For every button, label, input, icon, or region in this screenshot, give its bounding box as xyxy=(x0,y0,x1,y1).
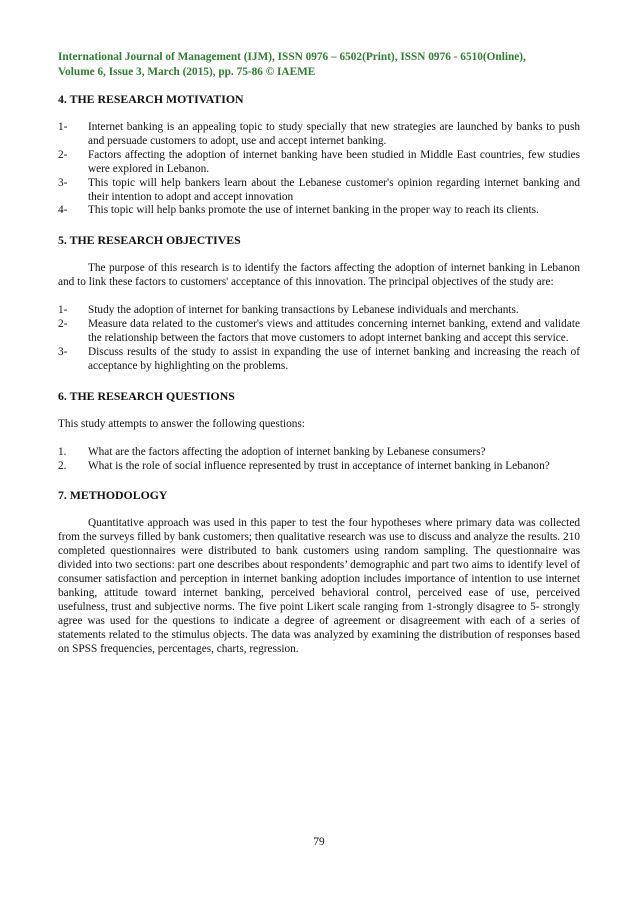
list-item-number: 3- xyxy=(58,345,68,358)
list-item-number: 1. xyxy=(58,445,67,458)
list-item xyxy=(58,318,580,346)
list-item xyxy=(58,460,580,474)
motivation-list xyxy=(58,121,580,218)
list-item-text: What are the factors affecting the adoption of internet banking by Lebanese consumers? xyxy=(88,445,486,458)
list-item-number: 1- xyxy=(58,304,68,317)
questions-intro: This study attempts to answer the following questions: xyxy=(58,417,305,430)
list-item xyxy=(58,346,580,374)
section-heading-methodology: 7. METHODOLOGY xyxy=(58,488,168,503)
list-item-text: Internet banking is an appealing topic to study specially that new strategies are launched by banks to push and persuade customers to adopt, use and accept internet banking. xyxy=(88,121,580,147)
list-item xyxy=(58,446,580,460)
main-content xyxy=(58,91,580,656)
list-item-text: What is the role of social influence represented by trust in acceptance of internet banking in Lebanon? xyxy=(88,459,550,472)
list-item-number: 2- xyxy=(58,318,68,331)
list-item-text: Study the adoption of internet for banking transactions by Lebanese individuals and merchants. xyxy=(88,304,519,317)
list-item-number: 2- xyxy=(58,148,68,161)
objectives-list xyxy=(58,304,580,374)
list-item xyxy=(58,304,580,318)
list-item-text: This topic will help bankers learn about the Lebanese customer's opinion regarding internet banking and their intention to adopt and accept innovation xyxy=(88,176,580,203)
journal-header-line1: International Journal of Management (IJM), ISSN 0976 – 6502(Print), ISSN 0976 - 6510(Online), xyxy=(58,51,526,63)
methodology-body: Quantitative approach was used in this paper to test the four hypotheses where primary data was collected from the surveys filled by bank customers; then qualitative research was use to discuss and analyze the results. 210 completed questionnaires were distributed to bank customers using random sampling. The questionnaire was divided into two sections: part one describes about respondents’ demographic and part two aims to identify level of consumer satisfaction and perception in internet banking adoption includes importance of intention to use internet banking, attitude toward internet banking, perceived behavioral control, perceived ease of use, perceived usefulness, trust and subjective norms. The five point Likert scale ranging from 1-strongly disagree to 5- strongly agree was used for the questions to indicate a degree of agreement or disagreement with each of a series of statements related to the stimulus objects. The data was analyzed by examining the distribution of responses based on SPSS frequencies, percentages, charts, regression. xyxy=(58,517,580,655)
list-item-number: 2. xyxy=(58,459,67,472)
list-item-text: Factors affecting the adoption of internet banking have been studied in Middle East countries, few studies were explored in Lebanon. xyxy=(88,148,580,175)
list-item xyxy=(58,121,580,149)
section-heading-objectives: 5. THE RESEARCH OBJECTIVES xyxy=(58,233,241,248)
objectives-intro: The purpose of this research is to identify the factors affecting the adoption of internet banking in Lebanon and to link these factors to customers' acceptance of this innovation. The principal objectives of the study are: xyxy=(58,262,580,289)
section-heading-questions: 6. THE RESEARCH QUESTIONS xyxy=(58,388,235,403)
list-item xyxy=(58,204,580,218)
list-item-text: Discuss results of the study to assist in expanding the use of internet banking and increasing the reach of acceptance by highlighting on the problems. xyxy=(88,345,580,372)
list-item-number: 1- xyxy=(58,121,68,133)
list-item xyxy=(58,149,580,177)
section-heading-motivation: 4. THE RESEARCH MOTIVATION xyxy=(58,92,244,106)
list-item-text: This topic will help banks promote the use of internet banking in the proper way to reach its clients. xyxy=(88,204,539,217)
journal-header xyxy=(58,50,580,80)
list-item xyxy=(58,177,580,205)
list-item-number: 3- xyxy=(58,176,68,189)
list-item-number: 4- xyxy=(58,204,68,217)
journal-header-line2: Volume 6, Issue 3, March (2015), pp. 75-86 © IAEME xyxy=(58,66,316,78)
list-item-text: Measure data related to the customer's views and attitudes concerning internet banking, extend and validate the relationship between the factors that move customers to adopt internet banking and accept this service. xyxy=(88,318,580,344)
questions-list xyxy=(58,446,580,474)
page-number: 79 xyxy=(313,836,325,848)
